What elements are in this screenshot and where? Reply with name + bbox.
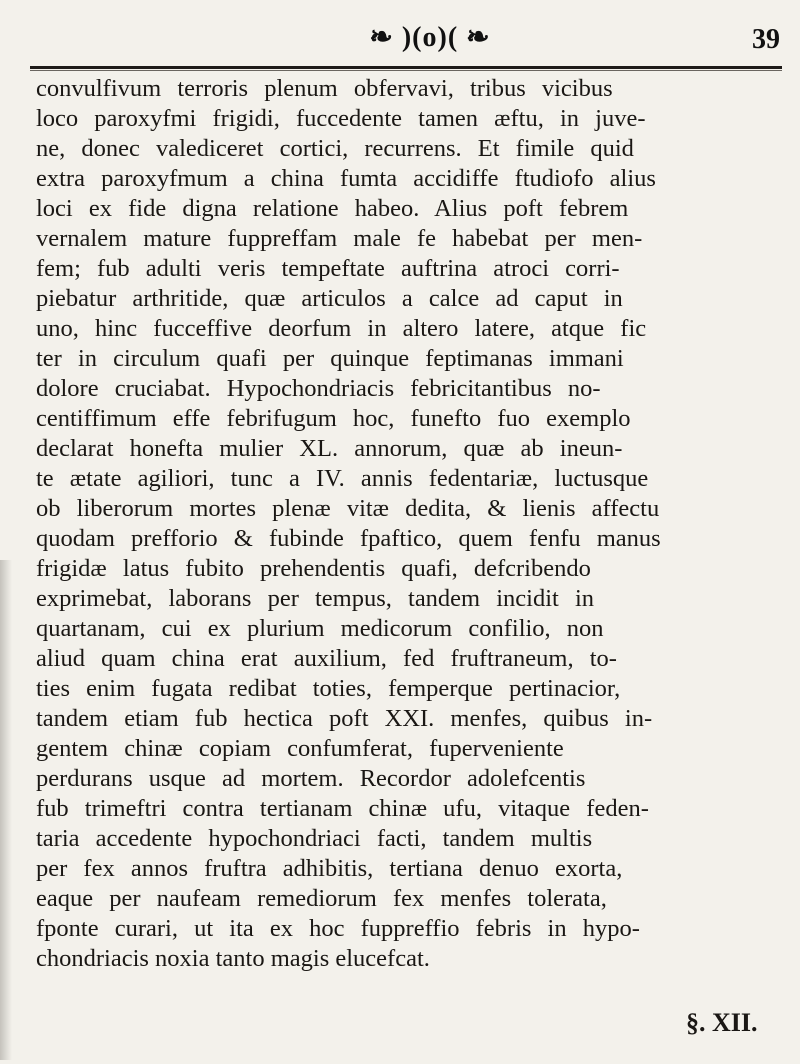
text-line: piebatur arthritide, quæ articulos a calce ad caput in — [36, 285, 623, 312]
text-line: centiffimum effe febrifugum hoc, funefto fuo exemplo — [36, 405, 631, 432]
text-line: fub trimeftri contra tertianam chinæ ufu, vitaque feden- — [36, 795, 649, 822]
text-line: tandem etiam fub hectica poft XXI. menfes, quibus in- — [36, 705, 653, 732]
text-line: ob liberorum mortes plenæ vitæ dedita, & lienis affectu — [36, 495, 660, 522]
text-line: te ætate agiliori, tunc a IV. annis fedentariæ, luctusque — [36, 465, 649, 492]
text-line: chondriacis noxia tanto magis elucefcat. — [36, 945, 430, 972]
text-line: loco paroxyfmi frigidi, fuccedente tamen æftu, in juve- — [36, 105, 646, 132]
text-line: quodam prefforio & fubinde fpaftico, quem fenfu manus — [36, 525, 661, 552]
section-mark: §. XII. — [686, 1008, 758, 1037]
text-line: dolore cruciabat. Hypochondriacis febricitantibus no- — [36, 375, 601, 402]
margin-shadow — [0, 560, 12, 1060]
text-line: ne, donec valediceret cortici, recurrens. Et fimile quid — [36, 135, 634, 162]
text-line: ties enim fugata redibat toties, femperque pertinacior, — [36, 675, 621, 702]
page-number: 39 — [752, 24, 780, 55]
text-line: taria accedente hypochondriaci facti, tandem multis — [36, 825, 593, 852]
text-line: eaque per naufeam remediorum fex menfes tolerata, — [36, 885, 607, 912]
text-line: quartanam, cui ex plurium medicorum confilio, non — [36, 615, 604, 642]
text-line: loci ex fide digna relatione habeo. Alius poft febrem — [36, 195, 629, 222]
text-line: fponte curari, ut ita ex hoc fuppreffio febris in hypo- — [36, 915, 640, 942]
text-line: exprimebat, laborans per tempus, tandem incidit in — [36, 585, 595, 612]
text-line: ter in circulum quafi per quinque feptimanas immani — [36, 345, 624, 372]
text-line: perdurans usque ad mortem. Recordor adolefcentis — [36, 765, 586, 792]
header-rule-thin — [30, 70, 782, 71]
text-line: gentem chinæ copiam confumferat, fuperveniente — [36, 735, 564, 762]
text-line: fem; fub adulti veris tempeftate auftrina atroci corri- — [36, 255, 620, 282]
header-ornament: ❧ )(o)( ❧ — [369, 22, 491, 53]
text-line: vernalem mature fuppreffam male fe habebat per men- — [36, 225, 643, 252]
text-line: extra paroxyfmum a china fumta accidiffe ftudiofo alius — [36, 165, 656, 192]
header-rule — [30, 66, 782, 69]
page-header — [0, 0, 800, 78]
text-line: frigidæ latus fubito prehendentis quafi, defcribendo — [36, 555, 591, 582]
text-line: aliud quam china erat auxilium, fed fruftraneum, to- — [36, 645, 617, 672]
text-line: uno, hinc fucceffive deorfum in altero latere, atque fic — [36, 315, 647, 342]
text-line: per fex annos fruftra adhibitis, tertiana denuo exorta, — [36, 855, 623, 882]
body-text — [36, 74, 786, 974]
text-line: convulfivum terroris plenum obfervavi, tribus vicibus — [36, 75, 613, 102]
text-line: declarat honefta mulier XL. annorum, quæ ab ineun- — [36, 435, 623, 462]
